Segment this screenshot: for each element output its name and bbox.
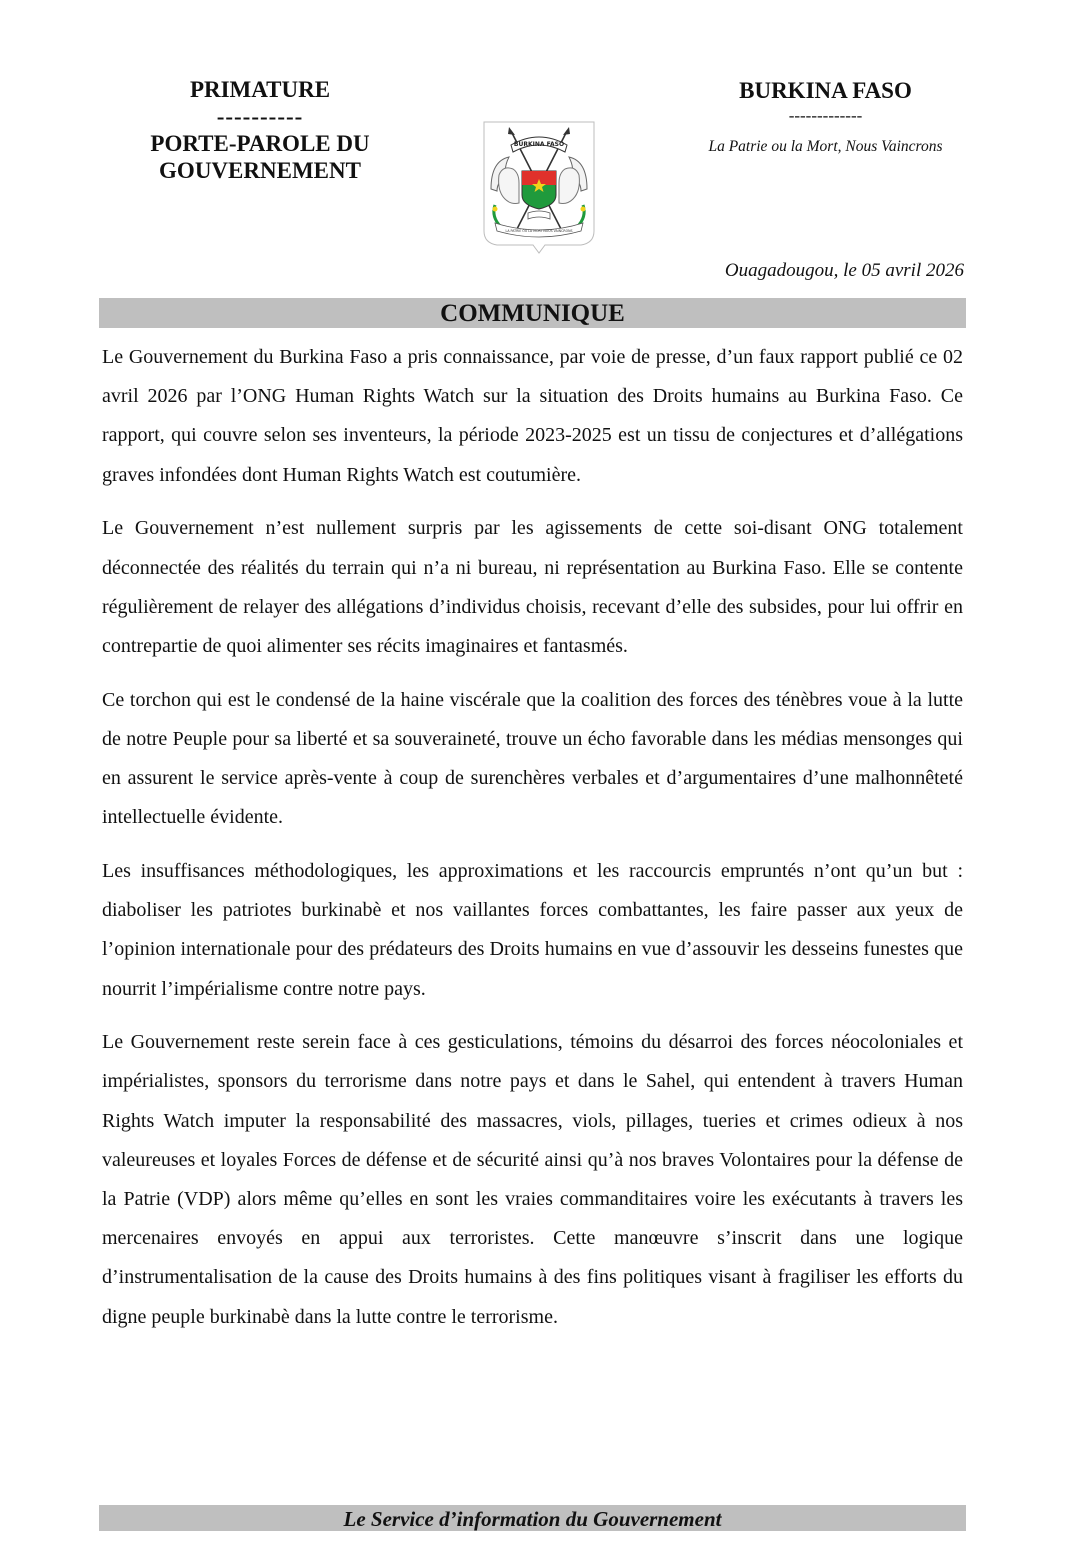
national-motto: La Patrie ou la Mort, Nous Vaincrons <box>708 138 943 155</box>
country-block <box>688 76 963 158</box>
paragraph: Le Gouvernement du Burkina Faso a pris connaissance, par voie de presse, d’un faux rapport publié ce 02 avril 2026 par l’ONG Human Rights Watch sur la situation des Droits humains au Burkina Faso. Ce rapport, qui couvre selon ses inventeurs, la période 2023-2025 est un tissu de conjectures et d’allégations graves infondées dont Human Rights Watch est coutumière. <box>102 346 963 486</box>
country-separator: ------------- <box>788 106 863 125</box>
paragraph: Les insuffisances méthodologiques, les approximations et les raccourcis empruntés n’ont qu’un but : diaboliser les patriotes burkinabè et nos vaillantes forces combattantes, les faire passer aux yeux de l’opinion internationale pour des prédateurs des Droits humains en vue d’assouvir les desseins funestes que nourrit l’impérialisme contre notre pays. <box>102 859 963 1000</box>
paragraph: Le Gouvernement n’est nullement surpris par les agissements de cette soi-disant ONG totalement déconnectée des réalités du terrain qui n’a ni bureau, ni représentation au Burkina Faso. Elle se contente régulièrement de relayer des allégations d’individus choisis, recevant d’elle des subsides, pour lui offrir en contrepartie de quoi alimenter ses récits imaginaires et fantasmés. <box>102 517 963 657</box>
document-title: COMMUNIQUE <box>99 298 966 328</box>
footer-signature: Le Service d’information du Gouvernement <box>99 1505 966 1531</box>
svg-text:BURKINA FASO: BURKINA FASO <box>513 141 565 148</box>
dateline: Ouagadougou, le 05 avril 2026 <box>724 260 964 281</box>
coat-of-arms-icon <box>481 119 597 257</box>
country-name: BURKINA FASO <box>739 78 912 103</box>
svg-text:LA PATRIE OU LA MORT NOUS VAIN: LA PATRIE OU LA MORT NOUS VAINCRONS <box>505 229 573 233</box>
issuer-block <box>120 76 400 184</box>
paragraph: Ce torchon qui est le condensé de la haine viscérale que la coalition des forces des ténèbres voue à la lutte de notre Peuple pour sa liberté et sa souveraineté, trouve un écho favorable dans les médias mensonges qui en assurent le service après-vente à coup de surenchères verbales et d’argumentaires d’une malhonnêteté intellectuelle évidente. <box>102 688 963 829</box>
paragraph: Le Gouvernement reste serein face à ces gesticulations, témoins du désarroi des forces néocoloniales et impérialistes, sponsors du terrorisme dans notre pays et dans le Sahel, qui entendent à travers Human Rights Watch imputer la responsabilité des massacres, viols, pillages, tueries et crimes odieux à nos valeureuses et loyales Forces de défense et de sécurité ainsi qu’à nos braves Volontaires pour la défense de la Patrie (VDP) alors même qu’elles en sont les vraies commanditaires voire les exécutants à travers les mercenaires envoyés en appui aux terroristes. Cette manœuvre s’inscrit dans une logique d’instrumentalisation de la cause des Droits humains à des fins politiques visant à fragiliser les efforts du digne peuple burkinabè dans la lutte contre le terrorisme. <box>102 1031 963 1328</box>
issuer-separator: ---------- <box>216 104 304 129</box>
issuer-org: PRIMATURE <box>189 77 331 102</box>
communique-body <box>102 338 963 1351</box>
issuer-office: PORTE-PAROLE DU GOUVERNEMENT <box>150 131 370 183</box>
